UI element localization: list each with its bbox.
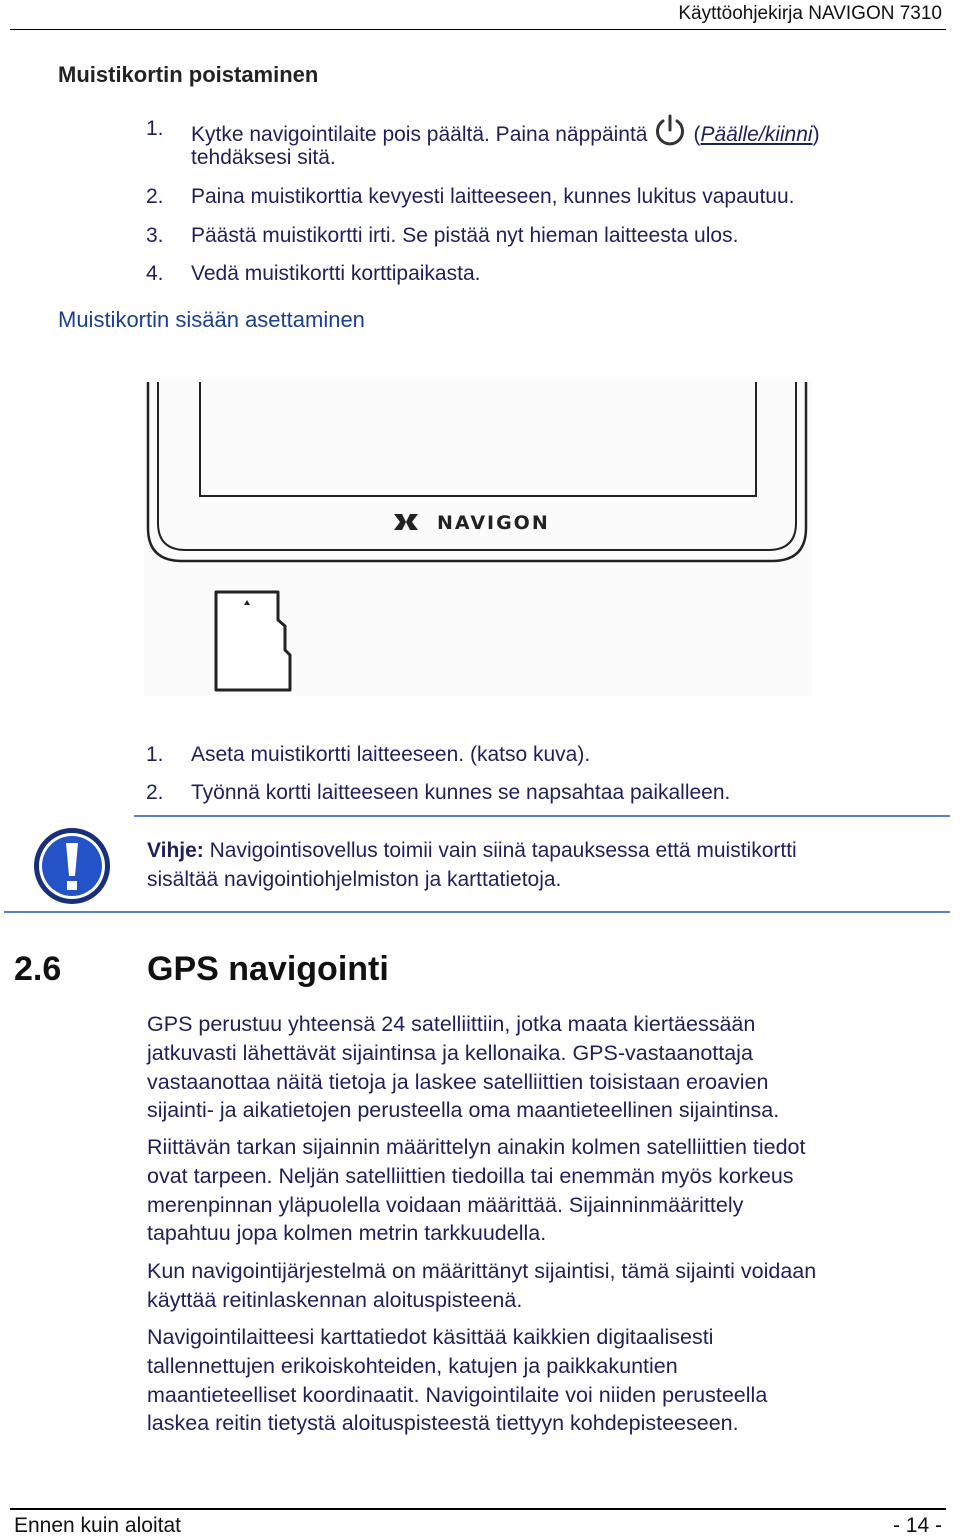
note-label: Vihje:	[147, 839, 204, 862]
microsd-card-icon	[216, 592, 290, 690]
footer-chapter: Ennen kuin aloitat	[14, 1514, 181, 1537]
step-number: 1.	[146, 117, 164, 140]
power-button-reference: Päälle/kiinni	[700, 123, 813, 146]
step-text: Kytke navigointilaite pois päältä. Paina näppäintä (Päälle/kiinni)	[191, 114, 820, 149]
page-number: - 14 -	[892, 1514, 942, 1537]
power-icon	[653, 114, 687, 148]
section-number: 2.6	[14, 950, 62, 988]
paragraph-2: Riittävän tarkan sijainnin määrittelyn ainakin kolmen satelliittien tiedot ovat tarpeen. Neljän satelliittien tiedoilla tai enemmän myös korkeus merenpinnan yläpuolella voidaan määrittää. Sijainninmäärittely tapahtuu jopa kolmen metrin tarkkuudella.	[147, 1135, 806, 1246]
note-top-rule	[134, 815, 950, 817]
removal-heading: Muistikortin poistaminen	[58, 62, 319, 87]
footer-rule	[10, 1508, 946, 1510]
note-text: Vihje: Navigointisovellus toimii vain siinä tapauksessa että muistikortti sisältää navigointiohjelmiston ja karttatietoja.	[147, 839, 797, 891]
paragraph-4: Navigointilaitteesi karttatiedot käsittää kaikkien digitaalisesti tallennettujen erikoiskohteiden, katujen ja paikkakuntien maantieteelliset koordinaatit. Navigointilaite voi niiden perusteella laskea reitin tietystä aloituspisteestä tiettyyn kohdepisteeseen.	[147, 1325, 768, 1436]
section-title: GPS navigointi	[147, 950, 389, 988]
page-header	[10, 0, 946, 30]
device-illustration	[144, 378, 812, 696]
paragraph-3: Kun navigointijärjestelmä on määrittänyt sijaintisi, tämä sijainti voidaan käyttää reitinlaskennan aloituspisteenä.	[147, 1259, 817, 1312]
note-bottom-rule	[4, 911, 950, 913]
insertion-heading: Muistikortin sisään asettaminen	[58, 307, 365, 332]
navigon-brand: NAVIGON	[437, 512, 550, 534]
paragraph-1: GPS perustuu yhteensä 24 satelliittiin, jotka maata kiertäessään jatkuvasti lähettävät sijaintinsa ja kellonaika. GPS-vastaanottaja vastaanottaa näitä tietoja ja laskee satelliittien toisistaan eroavien sijainti- ja aikatietojen perusteella oma maantieteellinen sijaintinsa.	[147, 1012, 780, 1123]
exclamation-icon	[32, 826, 112, 906]
document-title: Käyttöohjekirja NAVIGON 7310	[678, 3, 942, 24]
